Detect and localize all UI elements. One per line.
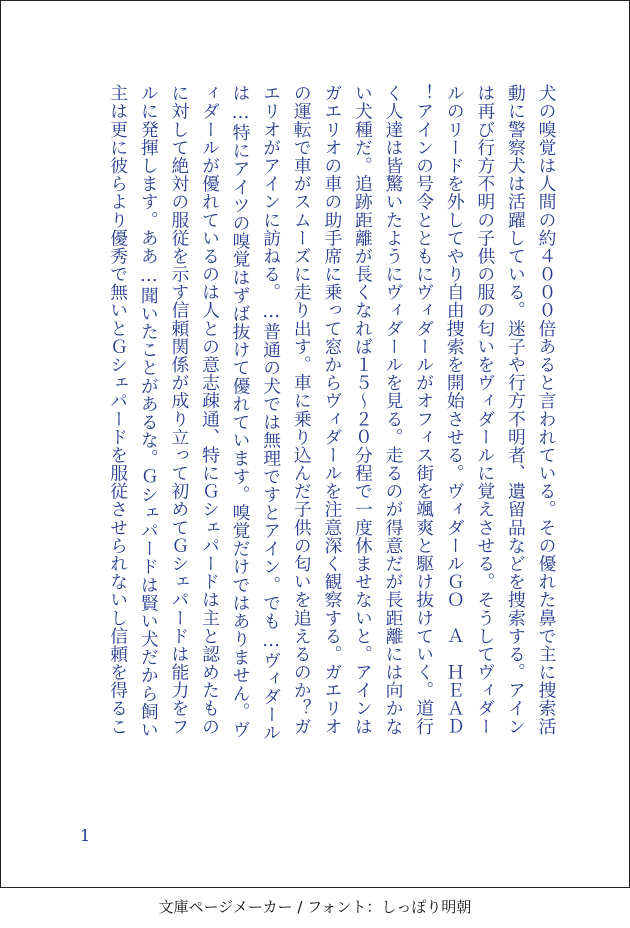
text-line-9: の運転で車がスムーズに走り出す。車に乗り込んだ子供の匂いを追えるのか？ガ (291, 84, 313, 736)
footer-credit: 文庫ページメーカー / フォント：しっぽり明朝 (158, 898, 472, 916)
text-line-15: 主は更に彼らより優秀で無いとＧシェパードを服従させられないし信頼を得るこ (107, 84, 129, 736)
text-line-8: ガエリオの車の助手席に乗って窓からヴィダールを注意深く観察する。ガエリオ (321, 84, 343, 736)
text-line-10: エリオがアインに訪ねる。…普通の犬では無理ですとアイン。でも…ヴィダール (260, 84, 282, 742)
text-line-14: ルに発揮します。ああ…聞いたことがあるな。Ｇシェパードは賢い犬だから飼い (138, 84, 160, 739)
text-line-3: は再び行方不明の子供の服の匂いをヴィダールに覚えさせる。そうしてヴィダー (474, 84, 496, 736)
text-line-1: 犬の嗅覚は人間の約４０００倍あると言われている。その優れた鼻で主に捜索活 (536, 84, 557, 736)
text-line-13: に対して絶対の服従を示す信頼関係が成り立って初めてＧシェパードは能力をフ (168, 84, 190, 736)
text-line-4: ルのリードを外してやり自由捜索を開始させる。ヴィダールＧＯ Ａ ＨＥＡＤ (444, 84, 466, 736)
text-line-2: 動に警察犬は活躍している。迷子や行方不明者、遺留品などを捜索する。アイン (505, 84, 527, 736)
text-line-5: ！アインの号令とともにヴィダールがオフィス街を颯爽と駆け抜けていく。道行 (413, 84, 435, 736)
text-line-11: は…特にアイツの嗅覚はずば抜けて優れています。嗅覚だけではありません。ヴ (230, 84, 252, 739)
vertical-text-block (102, 84, 561, 804)
page-number: 1 (80, 826, 91, 845)
text-line-7: い犬種だ。追跡距離が長くなれば１５～２０分程で一度休ませないと。アインは (352, 84, 374, 736)
text-line-12: ィダールが優れているのは人との意志疎通、特にＧシェパードは主と認めたもの (199, 84, 221, 736)
text-line-6: く人達は皆驚いたようにヴィダールを見る。走るのが得意だが長距離には向かな (383, 84, 405, 736)
